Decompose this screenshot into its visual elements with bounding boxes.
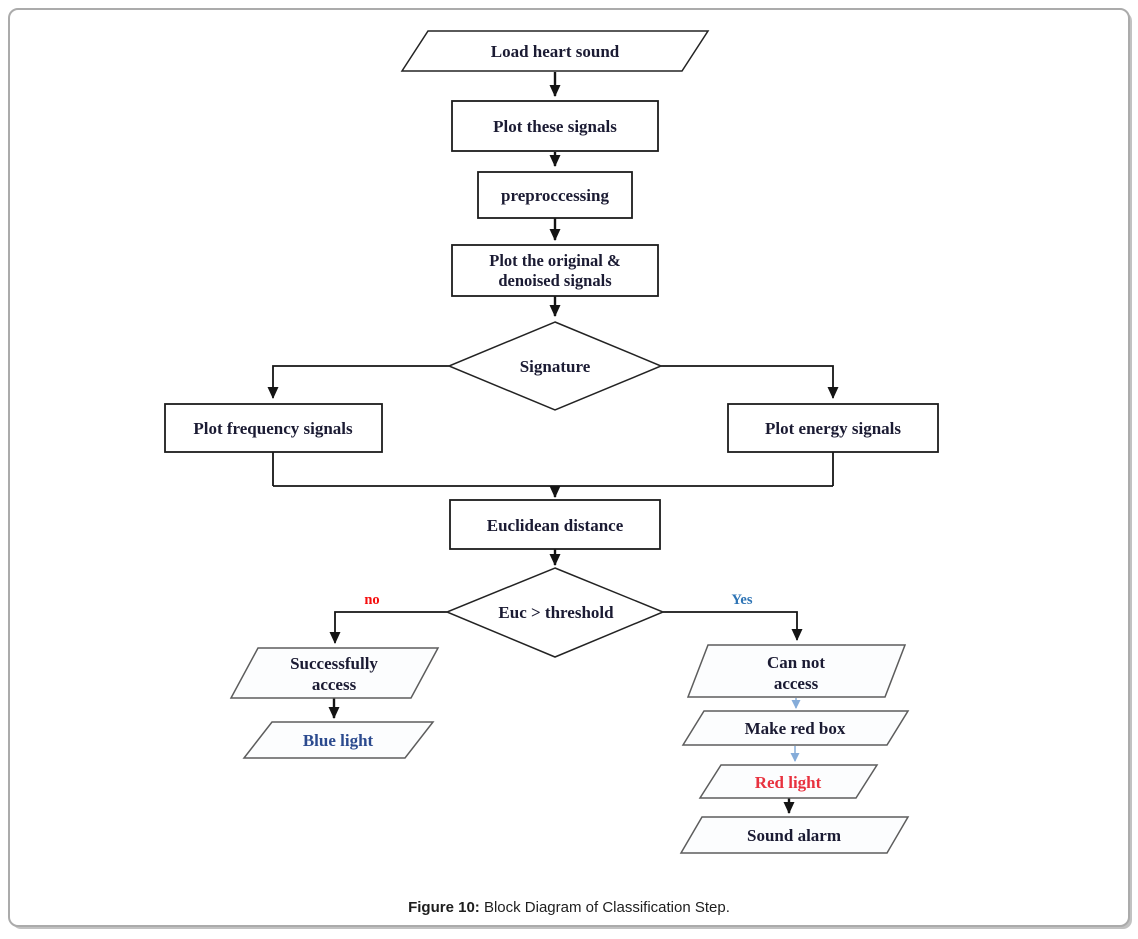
- figure-caption-number: Figure 10:: [408, 899, 480, 916]
- node-signature-label: Signature: [519, 357, 591, 376]
- node-sound-alarm-label: Sound alarm: [747, 826, 841, 845]
- arrow-signature-to-frequency: [273, 366, 449, 398]
- figure-caption: [0, 899, 1138, 916]
- branch-label-no: no: [364, 592, 380, 608]
- node-red-light-label: Red light: [754, 773, 822, 792]
- node-make-red-box-label: Make red box: [744, 719, 846, 738]
- node-successfully-access-line1: Successfully: [290, 654, 378, 673]
- node-successfully-access-line2: access: [311, 675, 357, 694]
- node-preprocessing-label: preproccessing: [501, 186, 609, 205]
- node-plot-these-signals-label: Plot these signals: [493, 117, 617, 136]
- arrow-threshold-no-branch: [335, 612, 447, 643]
- node-plot-frequency-signals-label: Plot frequency signals: [193, 419, 353, 438]
- arrow-threshold-yes-branch: [663, 612, 797, 640]
- node-can-not-access-line2: access: [773, 674, 819, 693]
- branch-label-yes: Yes: [731, 592, 753, 608]
- node-plot-original-denoised-line1: Plot the original &: [489, 251, 621, 270]
- node-euc-threshold-label: Euc > threshold: [498, 603, 614, 622]
- node-load-heart-sound-label: Load heart sound: [490, 42, 620, 61]
- node-can-not-access-line1: Can not: [766, 653, 826, 672]
- node-plot-energy-signals-label: Plot energy signals: [765, 419, 901, 438]
- node-euclidean-distance-label: Euclidean distance: [486, 516, 624, 535]
- arrow-signature-to-energy: [661, 366, 833, 398]
- node-plot-original-denoised-line2: denoised signals: [498, 271, 612, 290]
- figure-caption-text: Block Diagram of Classification Step.: [479, 899, 730, 916]
- node-blue-light-label: Blue light: [302, 731, 374, 750]
